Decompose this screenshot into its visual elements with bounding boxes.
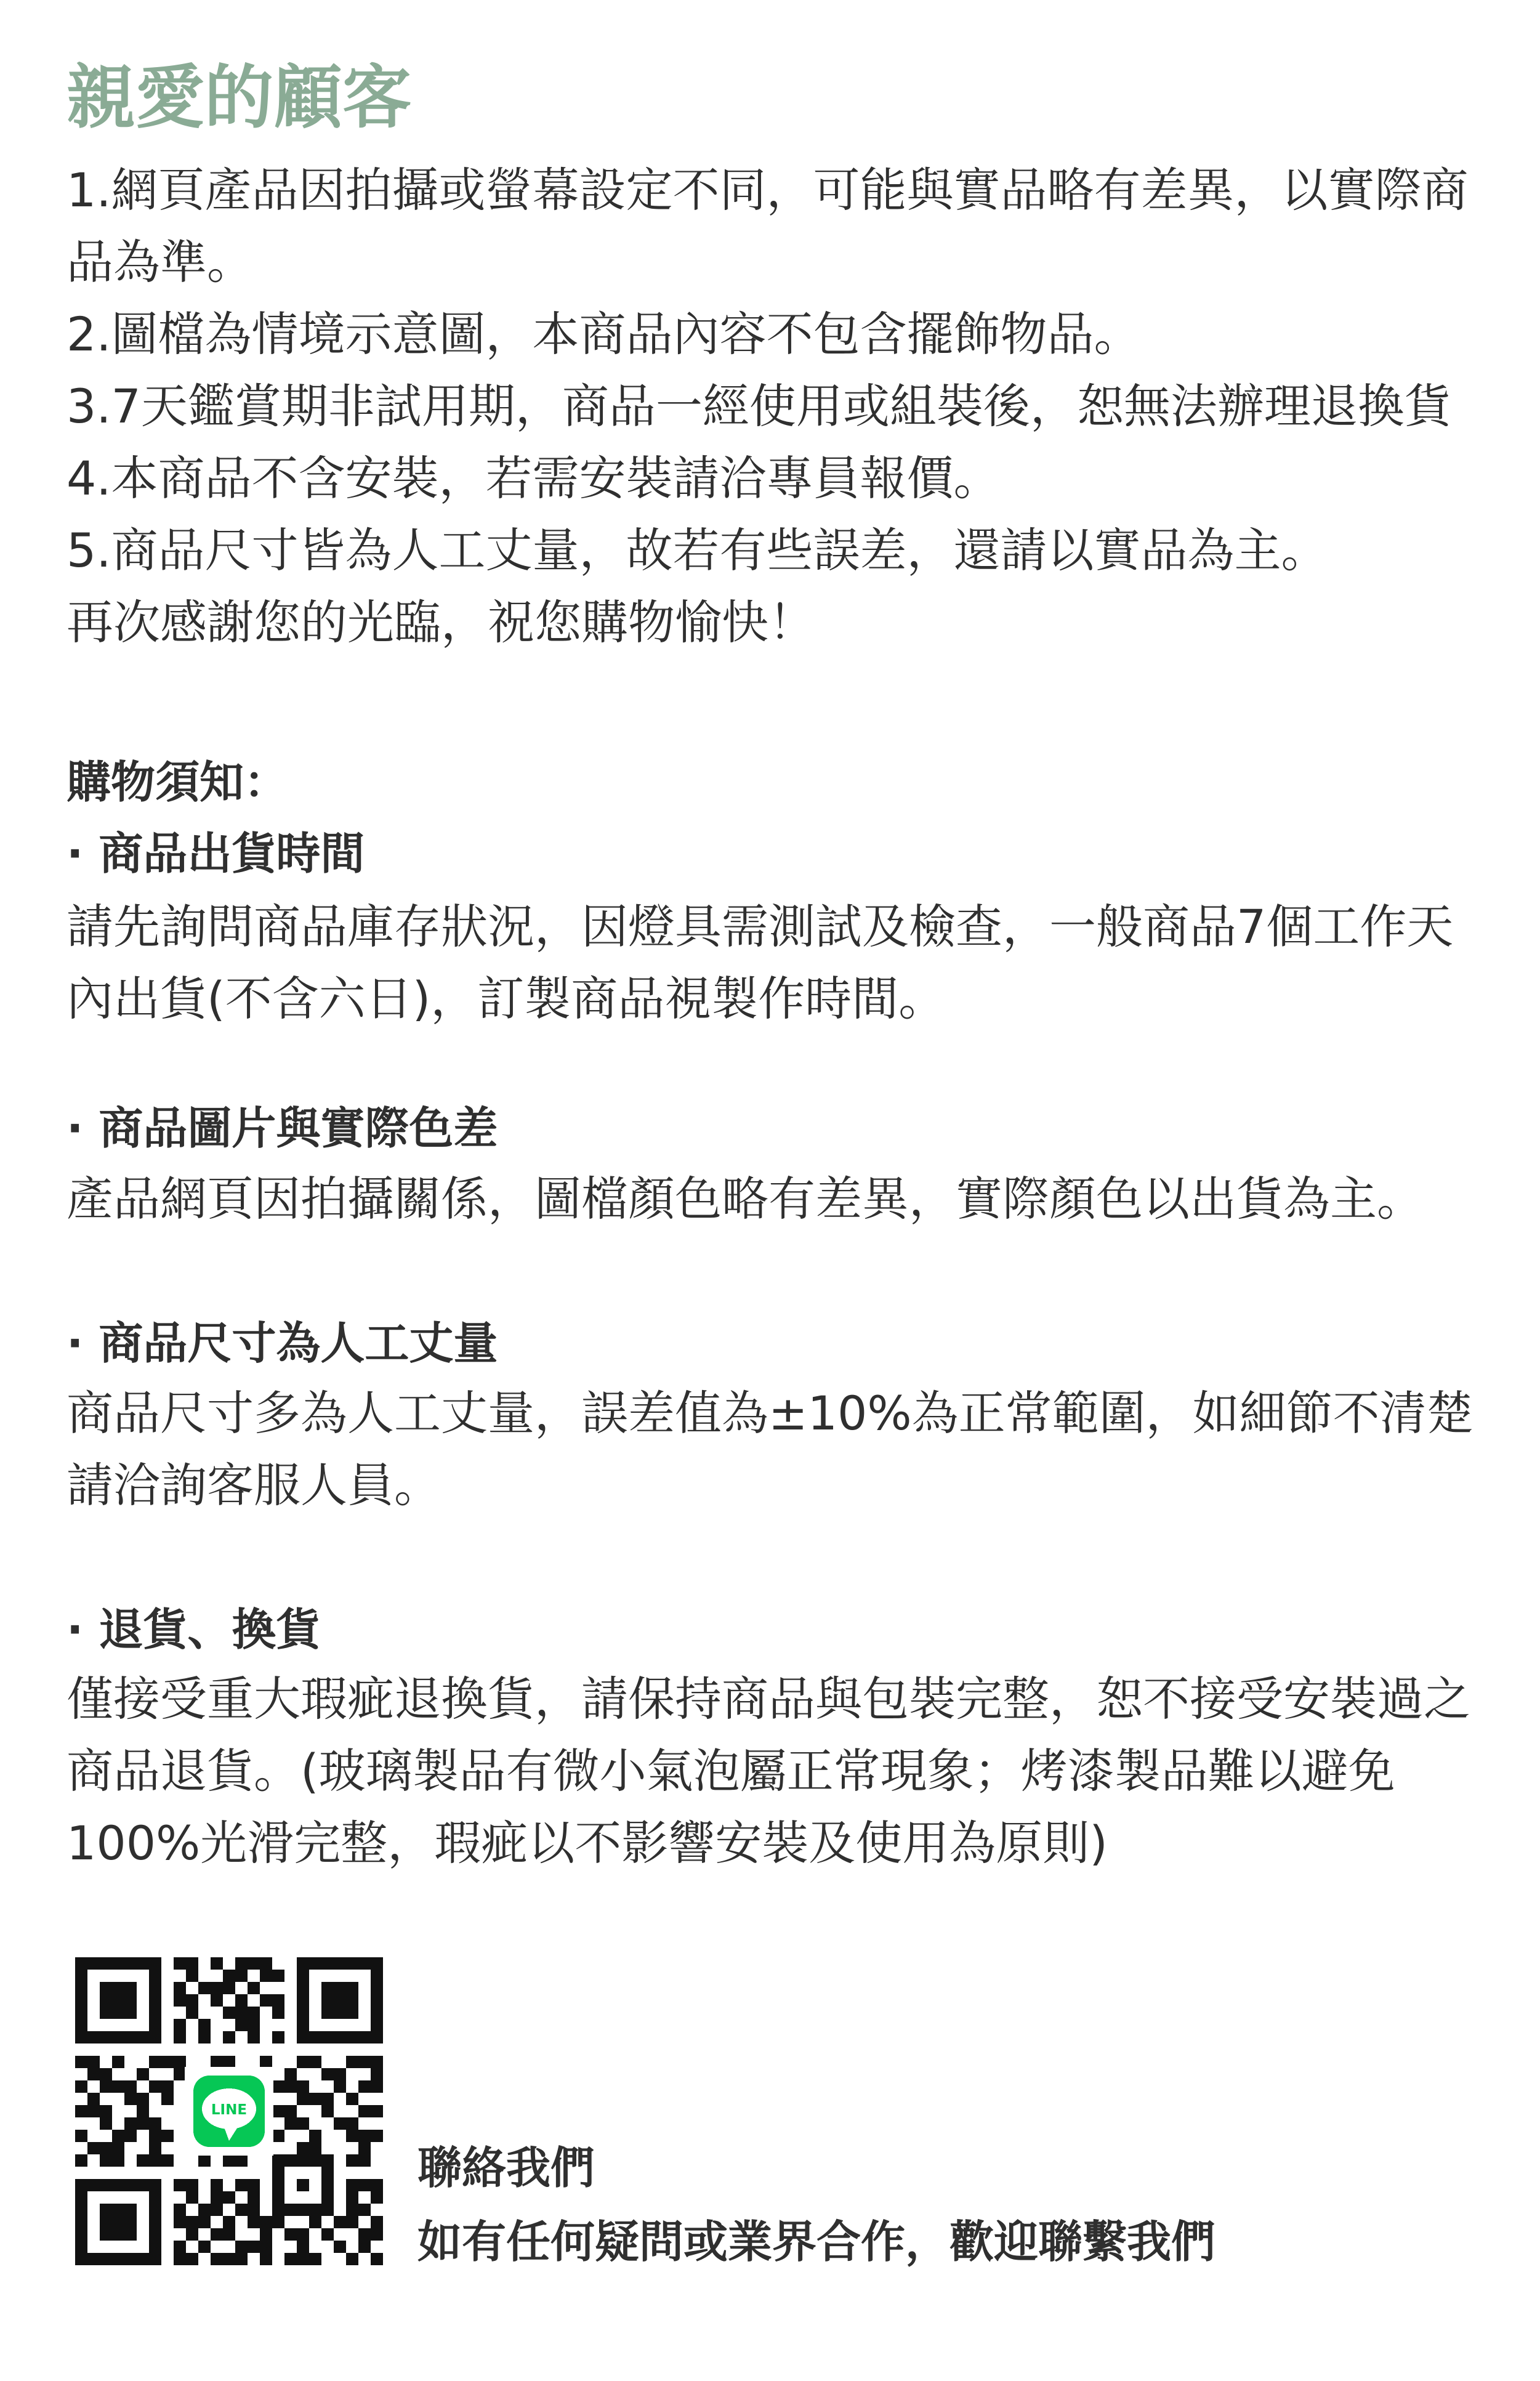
section-body-size bbox=[67, 1377, 1483, 1521]
section-heading-size: · 商品尺寸為人工丈量 bbox=[67, 1317, 498, 1369]
notice-item: 5.商品尺寸皆為人工丈量，故若有些誤差，還請以實品為主。 bbox=[67, 523, 1328, 578]
section-heading-shipping: · 商品出貨時間 bbox=[67, 828, 365, 879]
shopping-notes-title: 購物須知： bbox=[67, 756, 289, 808]
section-text: 僅接受重大瑕疵退換貨，請保持商品與包裝完整，恕不接受安裝過之 bbox=[67, 1672, 1470, 1726]
section-text: 請先詢問商品庫存狀況，因燈具需測試及檢查，一般商品7個工作天 bbox=[67, 899, 1454, 954]
section-text: 請洽詢客服人員。 bbox=[67, 1458, 441, 1513]
notice-item: 4.本商品不含安裝，若需安裝請洽專員報價。 bbox=[67, 451, 1001, 506]
notice-list bbox=[67, 154, 1477, 658]
contact-title: 聯絡我們 bbox=[417, 2142, 595, 2194]
contact-text: 如有任何疑問或業界合作，歡迎聯繫我們 bbox=[417, 2216, 1216, 2268]
section-body-returns bbox=[67, 1663, 1483, 1879]
section-heading-color: · 商品圖片與實際色差 bbox=[67, 1102, 498, 1154]
notice-item: 3.7天鑑賞期非試用期，商品一經使用或組裝後，恕無法辦理退換貨 bbox=[67, 379, 1451, 434]
line-badge-label: LINE bbox=[211, 2102, 248, 2118]
section-text: 產品網頁因拍攝關係，圖檔顏色略有差異，實際顏色以出貨為主。 bbox=[67, 1171, 1424, 1226]
section-body-shipping bbox=[67, 891, 1483, 1035]
section-heading-returns: · 退貨、換貨 bbox=[67, 1604, 321, 1655]
qr-code-image bbox=[75, 1957, 383, 2265]
section-body-color bbox=[67, 1163, 1483, 1235]
section-text: 內出貨(不含六日)，訂製商品視製作時間。 bbox=[67, 971, 946, 1026]
page-title: 親愛的顧客 bbox=[67, 58, 411, 138]
section-text: 商品退貨。(玻璃製品有微小氣泡屬正常現象；烤漆製品難以避免 bbox=[67, 1744, 1395, 1798]
thank-you-note: 再次感謝您的光臨，祝您購物愉快！ bbox=[67, 595, 815, 650]
line-qr-code[interactable] bbox=[75, 1957, 383, 2265]
notice-item: 2.圖檔為情境示意圖，本商品內容不包含擺飾物品。 bbox=[67, 307, 1141, 362]
notice-item: 1.網頁產品因拍攝或螢幕設定不同，可能與實品略有差異，以實際商品為準。 bbox=[67, 163, 1469, 289]
section-text: 100%光滑完整，瑕疵以不影響安裝及使用為原則) bbox=[67, 1816, 1108, 1870]
section-text: 商品尺寸多為人工丈量，誤差值為±10%為正常範圍，如細節不清楚 bbox=[67, 1386, 1473, 1441]
